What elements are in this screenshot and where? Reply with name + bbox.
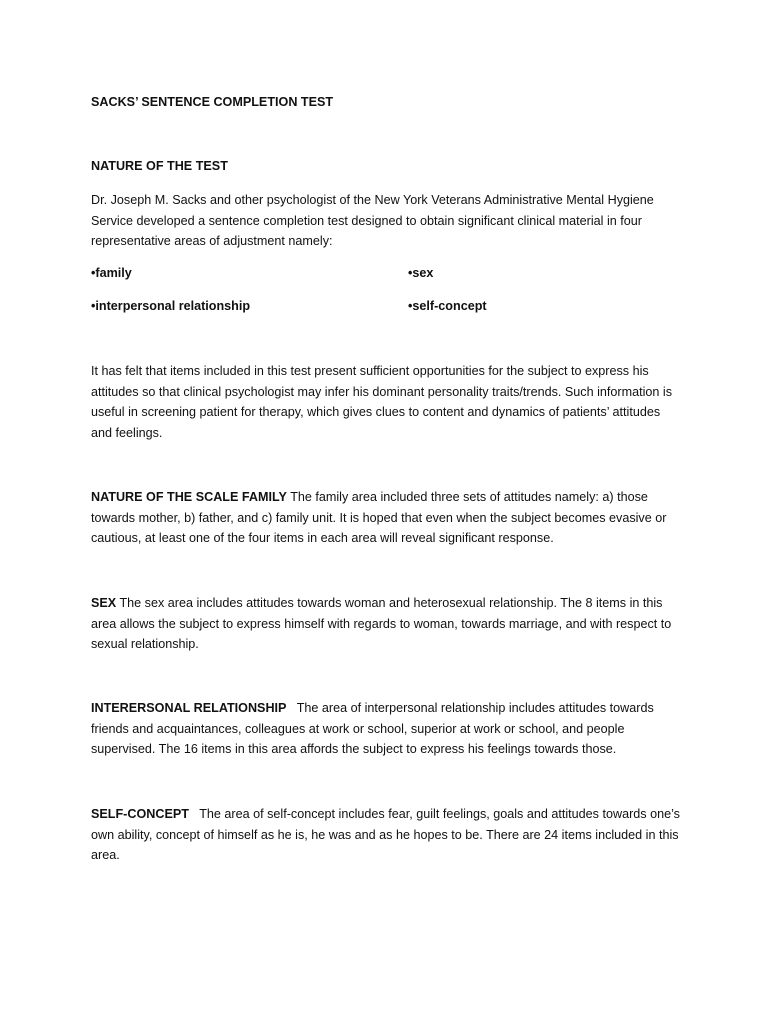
self-concept-paragraph (91, 804, 684, 866)
opportunities-paragraph: It has felt that items included in this test present sufficient opportunities for the subject to express his attitudes so that clinical psychologist may infer his dominant personality traits/trends. Such information is useful in screening patient for therapy, which gives clues to content and dynamics of patients’ attitudes and feelings. (91, 364, 672, 440)
intro-paragraph: Dr. Joseph M. Sacks and other psychologist of the New York Veterans Administrative Mental Hygiene Service developed a sentence completion test designed to obtain significant clinical material in four representative areas of adjustment namely: (91, 193, 654, 248)
self-concept-text: The area of self-concept includes fear, guilt feelings, goals and attitudes towards one’s own ability, concept of himself as he is, he was and as he hopes to be. There are 24 items included in this area. (91, 807, 684, 862)
bullet-interpersonal-relationship: •interpersonal relationship (91, 299, 251, 313)
family-paragraph (91, 487, 681, 549)
section-heading: NATURE OF THE TEST (91, 159, 228, 173)
bullet-self-concept: •self-concept (408, 299, 487, 313)
self-concept-label: SELF-CONCEPT (91, 807, 189, 821)
interpersonal-paragraph (91, 698, 681, 760)
sex-label: SEX (91, 596, 117, 610)
bullet-sex: •sex (408, 266, 434, 280)
family-label: NATURE OF THE SCALE FAMILY (91, 490, 287, 504)
document-title: SACKS’ SENTENCE COMPLETION TEST (91, 95, 334, 109)
family-text: The family area included three sets of attitudes namely: a) those towards mother, b) father, and c) family unit. It is hoped that even when the subject becomes evasive or cautious, at least one of the four items in each area will reveal significant response. (91, 490, 667, 545)
interpersonal-label: INTERERSONAL RELATIONSHIP (91, 701, 287, 715)
interpersonal-text: The area of interpersonal relationship includes attitudes towards friends and acquaintances, colleagues at work or school, superior at work or school, and people supervised. The 16 items in this area affords the subject to express his feelings towards those. (91, 701, 658, 756)
bullet-family: •family (91, 266, 132, 280)
sex-text: The sex area includes attitudes towards woman and heterosexual relationship. The 8 items in this area allows the subject to express himself with regards to woman, towards marriage, and with respect to sexual relationship. (91, 596, 672, 651)
sex-paragraph (91, 593, 681, 655)
